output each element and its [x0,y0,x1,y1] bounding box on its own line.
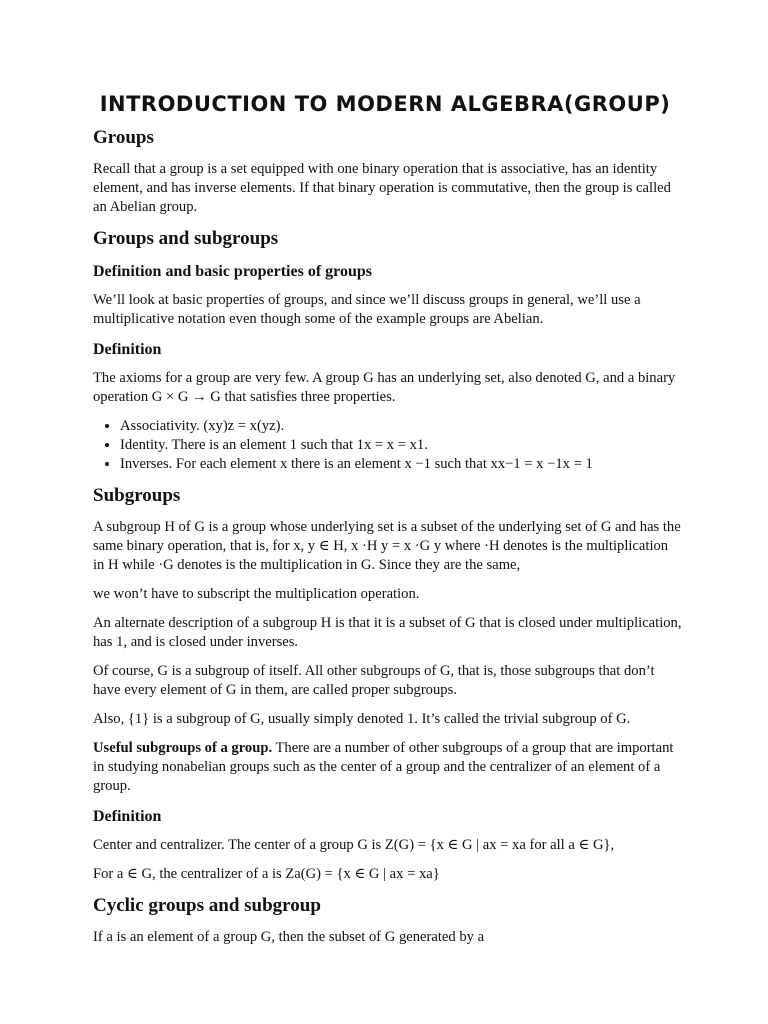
heading-groups-and-subgroups: Groups and subgroups [93,228,279,249]
document-page [93,86,683,957]
heading-groups: Groups [93,127,154,148]
paragraph-cyclic-intro: If a is an element of a group G, then the subset of G generated by a [93,929,485,945]
heading-definition-axioms: Definition [93,341,162,358]
axiom-associativity: • Associativity. (xy)z = x(yz). [120,417,683,436]
axiom-list [93,417,683,474]
useful-subgroups-label: Useful subgroups of a group. [93,740,273,756]
heading-subgroups: Subgroups [93,485,181,506]
useful-subgroups-text: There are a number of other subgroups of a group that are important in studying nonabelian groups such as the center of a group and the centralizer of an element of a group. [93,740,674,794]
heading-definition-center: Definition [93,808,162,825]
paragraph-centralizer: For a ∈ G, the centralizer of a is Za(G) = {x ∈ G | ax = xa} [93,866,440,882]
heading-cyclic-groups: Cyclic groups and subgroup [93,895,321,916]
paragraph-center: Center and centralizer. The center of a group G is Z(G) = {x ∈ G | ax = xa for all a ∈ G}, [93,837,615,853]
paragraph-subgroup-definition: A subgroup H of G is a group whose underlying set is a subset of the underlying set of G and has the same binary operation, that is, for x, y ∈ H, x ·H y = x ·G y where ·H denotes is the multiplication in H while ·G denotes is the multiplication in G. Since they are the same, [93,519,681,573]
paragraph-alternate-description: An alternate description of a subgroup H is that it is a subset of G that is closed under multiplication, has 1, and is closed under inverses. [93,615,682,650]
axiom-identity: • Identity. There is an element 1 such that 1x = x = x1. [120,436,683,455]
paragraph-subscript-note: we won’t have to subscript the multiplication operation. [93,586,420,602]
axiom-inverses: • Inverses. For each element x there is an element x −1 such that xx−1 = x −1x = 1 [120,455,683,474]
paragraph-trivial-subgroup: Also, {1} is a subgroup of G, usually simply denoted 1. It’s called the trivial subgroup of G. [93,711,631,727]
paragraph-groups-intro: Recall that a group is a set equipped with one binary operation that is associative, has an identity element, and has inverse elements. If that binary operation is commutative, then the group is called an Abelian group. [93,161,671,215]
paragraph-basic-properties: We’ll look at basic properties of groups, and since we’ll discuss groups in general, we’ll use a multiplicative notation even though some of the example groups are Abelian. [93,292,641,327]
subheading-definition-basic-properties: Definition and basic properties of groups [93,263,372,280]
document-title: INTRODUCTION TO MODERN ALGEBRA(GROUP) [99,92,671,116]
paragraph-axioms: The axioms for a group are very few. A group G has an underlying set, also denoted G, and a binary operation G × G → G that satisfies three properties. [93,370,676,405]
paragraph-useful-subgroups [93,739,683,796]
paragraph-proper-subgroups: Of course, G is a subgroup of itself. All other subgroups of G, that is, those subgroups that don’t have every element of G in them, are called proper subgroups. [93,663,655,698]
